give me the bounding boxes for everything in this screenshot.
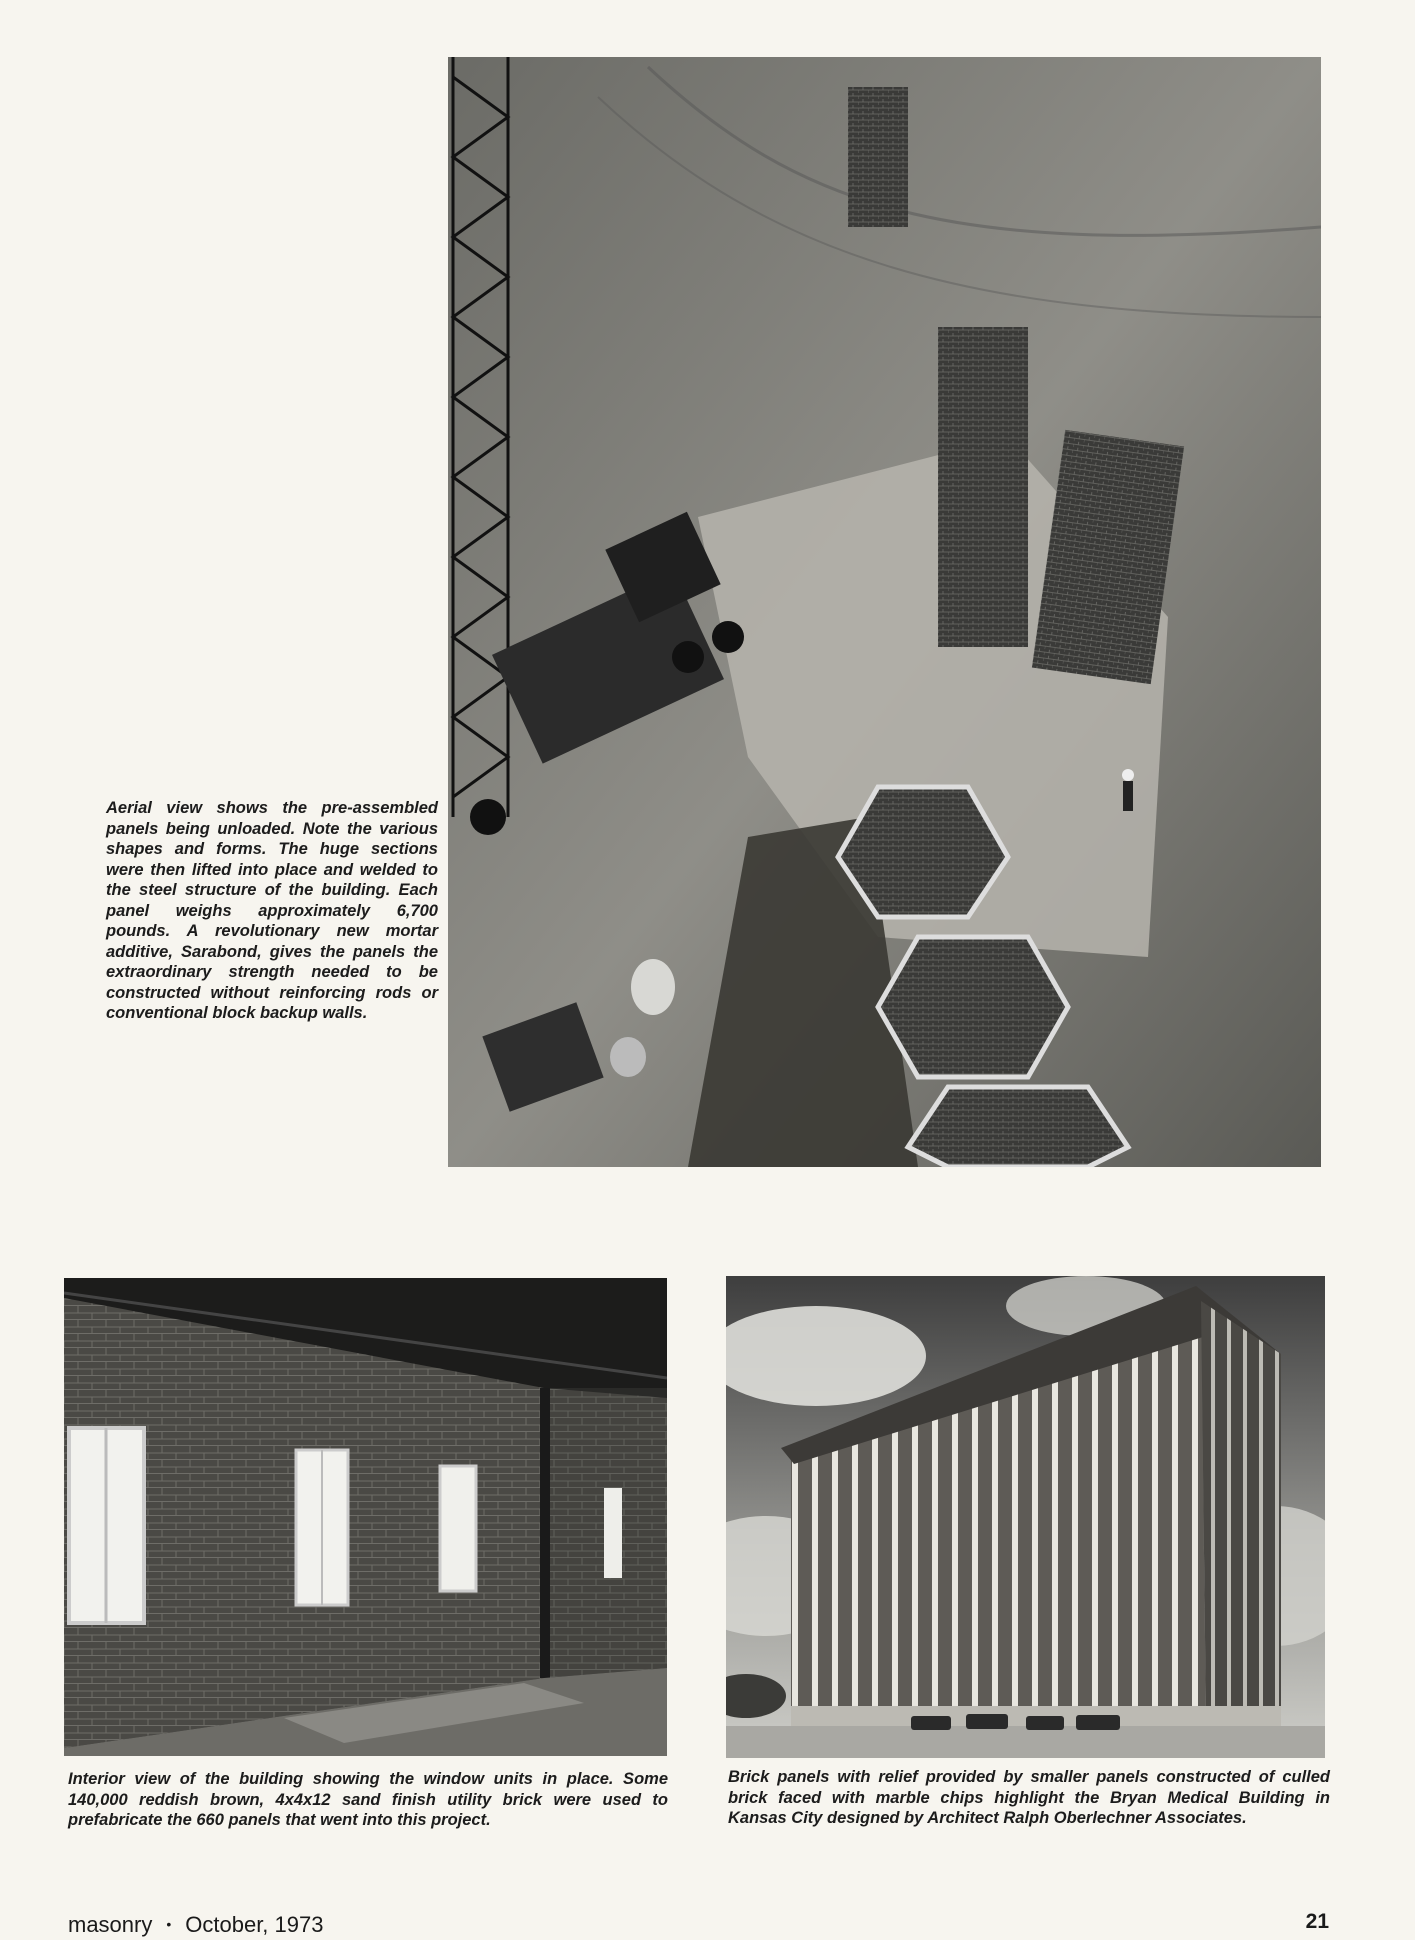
aerial-photo-graphic	[448, 57, 1321, 1167]
medical-building-photo	[726, 1276, 1325, 1758]
exterior-photo-caption: Brick panels with relief provided by smaller panels constructed of culled brick faced with marble chips highlight the Bryan Medical Building in Kansas City designed by Architect Ralph Oberlechner Associates.	[728, 1768, 1330, 1827]
aerial-photo-caption: Aerial view shows the pre-assembled panels being unloaded. Note the various shapes and forms. The huge sections were then lifted into place and welded to the steel structure of the building. Each panel weighs approximately 6,700 pounds. A revolutionary new mortar additive, Sarabond, gives the panels the extraordinary strength needed to be constructed without reinforcing rods or conventional block backup walls.	[106, 799, 438, 1022]
magazine-name: masonry	[68, 1912, 153, 1937]
bullet-separator: •	[166, 1916, 172, 1932]
interior-photo-caption: Interior view of the building showing the window units in place. Some 140,000 reddish brown, 4x4x12 sand finish utility brick were used to prefabricate the 660 panels that went into this project.	[68, 1770, 668, 1829]
interior-view-photo	[64, 1278, 667, 1756]
page-footer	[68, 1912, 323, 1938]
exterior-photo-graphic	[726, 1276, 1325, 1758]
interior-photo-graphic	[64, 1278, 667, 1756]
issue-date: October, 1973	[185, 1912, 324, 1937]
page-number: 21	[1305, 1910, 1329, 1933]
aerial-construction-photo	[448, 57, 1321, 1167]
